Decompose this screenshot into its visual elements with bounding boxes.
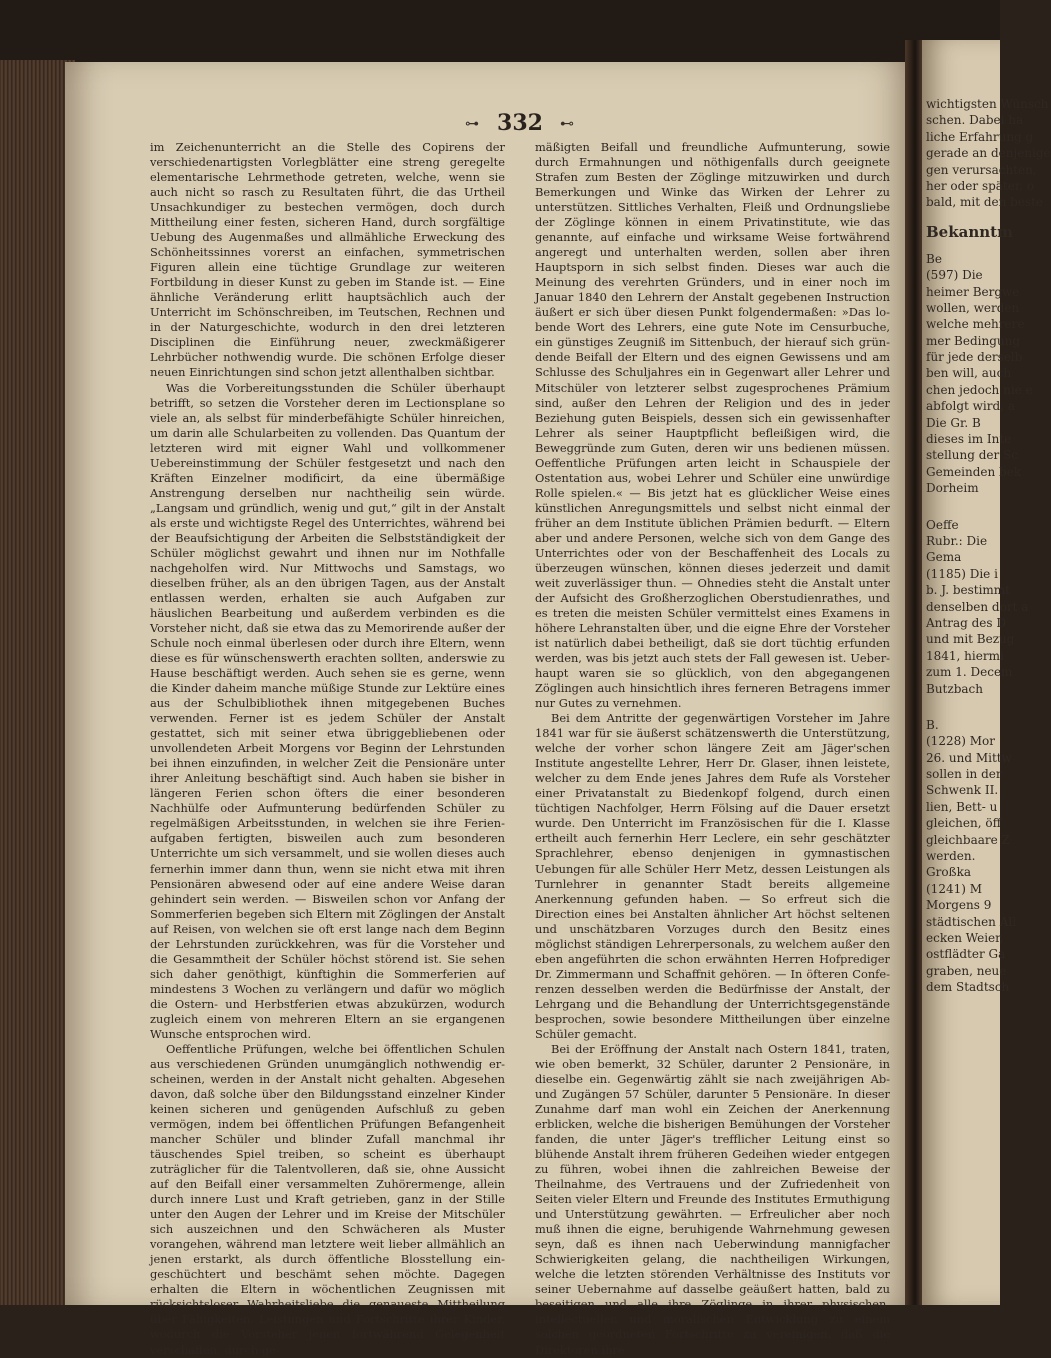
- fragment-line: graben, neue: [926, 963, 1007, 978]
- fragment-line: wichtigsten Wünsch: [926, 97, 1049, 111]
- fragment-line: Die Gr. B: [926, 415, 981, 430]
- page-header: [150, 110, 890, 140]
- fragment-line: sollen in der: [926, 767, 1002, 782]
- paragraph: Oeffentliche Prüfungen, welche bei öffentlichen Schulen aus verschiedenen Gründen unumgänglich nothwendig erscheinen, werden in der Anstalt nicht gehalten. Abgesehen davon, daß solche über den Bildungsstand einzelner Kinder keinen sicheren und genügenden Aufschluß zu geben vermögen, indem bei öffentlichen Prüfungen Befangenheit mancher Schüler und blinder Zufall manchmal ihr täuschendes Spiel treiben, so scheint es überhaupt zuträglicher für die Talentvolleren, daß sie, ohne Aussicht auf den Beifall einer versammelten Zuhörermenge, allein durch innere Lust und Kraft getrieben, ganz in der Stille unter den Augen der Lehrer und im Kreise der Mitschüler sich auszeichnen und den Schwächeren als Muster vorangehen, während man letztere weit lieber allmählich an jenen erstarkt, als durch öffentliche Blosstellung eingeschüchtert und beschämt sehen möchte. Dagegen erhalten die Eltern in wöchentlichen Zeugnissen mit rücksichtsloser Wahrheitsliebe die genaueste Mittheilung über Fähigkeiten, Leistungen und Fortschritte ihrer Kinder, wodurch die Vorsteher jenen fortwährend Gelegenheit verschaffen, durch ge-: [150, 1041, 505, 1357]
- fragment-line: (1228) Mor: [926, 734, 995, 749]
- fragment-line: ecken Weier,: [926, 930, 1004, 945]
- left-text-column: [150, 140, 505, 1357]
- fragment-line: Butzbach: [926, 681, 983, 696]
- fragment-line: Be: [926, 251, 942, 266]
- paragraph: Was die Vorbereitungsstunden die Schüler überhaupt betrifft, so setzen die Vorsteher deren im Lectionsplane so viele an, als selbst für minderbefähigte Schüler hinreichen, um darin alle Schularbeiten zu vollenden. Das Quantum der letzteren wird mit eigner Wahl und vollkommener Uebereinstimmung der Schüler festgesetzt und nach den Kräften Einzelner modificirt, da eine übermäßige Anstrengung derselben nur nachtheilig sein würde. „Langsam und gründlich, wenig und gut,“ gilt in der Anstalt als erste und wichtigste Regel des Unterrichtes, während bei der Beaufsichtigung der Arbeiten die Selbstständigkeit der Schüler möglichst gewahrt und ihnen nur im Nothfalle nachgeholfen wird. Nur Mittwochs und Samstags, wo dieselben früher, als an den übrigen Tagen, aus der Anstalt entlassen werden, erhalten sie auch Aufgaben zur häuslichen Bearbeitung und außerdem verbinden es die Vorsteher nicht, daß sie etwa das zu Memorirende außer der Schule noch einmal überlesen oder durch ihre Eltern, wenn diese es für wünschenswerth erachten sollten, anderswie zu Hause beschäftigt werden. Auch sehen sie es gerne, wenn die Kinder daheim manche müßige Stunde zur Lektüre eines aus der Schulbibliothek ihnen mitgegebenen Buches verwenden. Ferner ist es jedem Schüler der Anstalt gestattet, sich mit seiner etwa übriggebliebenen oder unvollendeten Arbeit Morgens vor Beginn der Lehrstunden bei ihnen einzufinden, in welcher Zeit die Pensionäre unter ihrer Anleitung beschäftigt sind. Auch haben sie bisher in längeren Ferien schon öfters die einer besonderen Nachhülfe oder Aufmunterung bedürfenden Schüler zu regelmäßigen Arbeitsstunden, in welchen sie ihre Ferienaufgaben fertigten, bisweilen auch zum besonderen Unterrichte um sich versammelt, und sie wollen dieses auch fernerhin immer dann thun, wenn sie nicht etwa mit ihren Pensionären abwesend oder auf eine andere Weise daran gehindert sein werden. — Bisweilen schon vor Anfang der Sommerferien begeben sich Eltern mit Zöglingen der Anstalt auf Reisen, von welchen sie oft erst lange nach dem Beginn der Lehrstunden zurückkehren, was für die Vorsteher und die Gesammtheit der Schüler höchst störend ist. Sie sehen sich daher genöthigt, künftighin die Sommerferien auf mindestens 3 Wochen zu verlängern und dafür wo möglich die Ostern- und Herbstferien etwas abzukürzen, wodurch zugleich einem von mehreren Eltern an sie ergangenen Wunsche entsprochen wird.: [150, 380, 505, 1041]
- fragment-line: dem Stadtsch: [926, 980, 1010, 995]
- fragment-line: heimer Bergwe: [926, 284, 1020, 299]
- page-number: 332: [497, 110, 543, 136]
- fragment-line: bald, mit den beste: [926, 195, 1044, 210]
- paragraph: mäßigten Beifall und freundliche Aufmunterung, sowie durch Ermahnungen und nöthigenfalls durch geeignete Strafen zum Besten der Zöglinge mitzuwirken und durch Bemerkungen und Winke das Wirken der Lehrer zu unterstützen. Sittliches Verhalten, Fleiß und Ordnungsliebe der Zöglinge können in einem Privatinstitute, wie das genannte, auf einfache und wirksame Weise fortwährend angeregt und unterhalten werden, sollen aber ihren Hauptsporn in sich selbst finden. Dieses war auch die Meinung des verehrten Gründers, und in einer noch im Januar 1840 den Lehrern der Anstalt gegebenen Instruction äußert er sich über diesen Punkt folgendermaßen: »Das lobende Wort des Lehrers, eine gute Note im Censurbuche, ein günstiges Zeugniß im Sittenbuch, der hierauf sich gründende Beifall der Eltern und des eignen Gewissens und am Schlusse des Schuljahres ein in Gegenwart aller Lehrer und Mitschüler von letzterer selbst zugesprochenes Prämium sind, außer den Lehren der Religion und des in jeder Beziehung guten Beispiels, dessen sich ein gewissenhafter Lehrer als seiner Hauptpflicht befleißigen wird, die Beweggründe zum Guten, deren wir uns bedienen müssen. Oeffentliche Prüfungen arten leicht in Schauspiele der Ostentation aus, wobei Lehrer und Schüler eine unwürdige Rolle spielen.« — Bis jetzt hat es glücklicher Weise eines künstlichen Anregungsmittels und selbst nicht einmal der früher an dem Institute üblichen Prämien bedurft. — Eltern aber und andere Personen, welche sich von dem Gange des Unterrichtes oder von der Beschaffenheit des Locals zu überzeugen wünschen, können dieses jederzeit und damit weit zuverlässiger thun. — Ohnedies steht die Anstalt unter der Aufsicht des Großherzoglichen Oberstudienrathes, und es treten die meisten Schüler vermittelst eines Examens in höhere Lehranstalten über, und die eigne Ehre der Vorsteher ist natürlich dabei betheiligt, daß sie dort tüchtig erfunden werden, was bis jetzt auch stets der Fall gewesen ist. Ueberhaupt waren sie so glücklich, von den abgegangenen Zöglingen auch hinsichtlich ihres ferneren Betragens immer nur Gutes zu vernehmen.: [535, 140, 890, 711]
- fragment-line: stellung der Sc: [926, 448, 1018, 463]
- next-page-text: [926, 96, 1051, 996]
- fragment-line: gerade an denjenige: [926, 146, 1051, 161]
- fragment-line: und mit Bezug: [926, 632, 1015, 647]
- fragment-line: ben will, auch: [926, 366, 1012, 381]
- fragment-spacer: [926, 697, 1000, 717]
- book-page-edges: [0, 60, 75, 1305]
- background-top: [0, 0, 1000, 70]
- fragment-line: Gema: [926, 550, 962, 565]
- fragment-line: B.: [926, 717, 939, 732]
- right-text-column: [535, 140, 890, 1357]
- fragment-line: b. J. bestimmt: [926, 583, 1010, 598]
- next-page-fragment: [922, 40, 1051, 1305]
- fragment-line: denselben dort a: [926, 599, 1029, 614]
- fragment-line: wollen, werden: [926, 300, 1020, 315]
- fragment-line: chen jedoch nie e: [926, 382, 1033, 397]
- fragment-line: (597) Die: [926, 268, 983, 283]
- ornament-right: ⊷: [559, 116, 575, 132]
- fragment-line: ostflädter Ga: [926, 947, 1006, 962]
- fragment-line: Rubr.: Die: [926, 533, 988, 548]
- fragment-line: werden.: [926, 849, 976, 864]
- fragment-line: dieses im Inte: [926, 432, 1012, 447]
- fragment-line: (1241) M: [926, 881, 983, 896]
- fragment-line: welche mehrere: [926, 317, 1025, 332]
- fragment-line: mer Bedingung: [926, 333, 1021, 348]
- fragment-line: gleichbaare Z: [926, 832, 1010, 847]
- fragment-line: zum 1. Decem: [926, 665, 1013, 680]
- fragment-line: städtischen All: [926, 914, 1017, 929]
- fragment-line: 26. und Mittw: [926, 750, 1012, 765]
- paragraph: im Zeichenunterricht an die Stelle des Copirens der verschiedenartigsten Vorlegblätter eine streng geregelte elementarische Lehrmethode getreten, welche, wenn sie auch nicht so rasch zu Resultaten führt, die das Urtheil Unsachkundiger zu bestechen vermögen, doch durch Mittheilung einer festen, sicheren Hand, durch sorgfältige Uebung des Augenmaßes und allmähliche Erweckung des Schönheitssinnes vorerst an einfachen, symmetrischen Figuren allein eine tüchtige Grundlage zur weiteren Fortbildung in dieser Kunst zu geben im Stande ist. — Eine ähnliche Veränderung erlitt hauptsächlich auch der Unterricht im Schönschreiben, im Teutschen, Rechnen und in der Naturgeschichte, wodurch in den drei letzteren Disciplinen die Einführung neuer, zweckmäßigerer Lehrbücher nothwendig wurde. Die schönen Erfolge dieser neuen Einrichtungen sind schon jetzt allenthalben sichtbar.: [150, 140, 505, 380]
- fragment-line: Antrag des D: [926, 615, 1006, 630]
- fragment-line: Großka: [926, 865, 971, 880]
- fragment-line: her oder später, o: [926, 178, 1035, 193]
- fragment-line: für jede derselb: [926, 350, 1023, 365]
- fragment-line: lien, Bett- u: [926, 799, 998, 814]
- fragment-line: gen verursachten,: [926, 162, 1037, 177]
- fragment-line: Dorheim: [926, 481, 979, 496]
- fragment-line: Schwenk II.: [926, 783, 999, 798]
- fragment-heading: Bekanntm: [926, 222, 1013, 241]
- fragment-line: Gemeinden bek: [926, 464, 1022, 479]
- fragment-spacer: [926, 497, 1000, 517]
- fragment-line: gleichen, öff: [926, 816, 1002, 831]
- fragment-line: liche Erfahrung g: [926, 129, 1034, 144]
- fragment-line: Oeffe: [926, 517, 959, 532]
- paragraph: Bei dem Antritte der gegenwärtigen Vorsteher im Jahre 1841 war für sie äußerst schätzenswerth die Unterstützung, welche der vorher schon längere Zeit am Jäger'schen Institute angestellte Lehrer, Herr Dr. Glaser, ihnen leistete, welcher zu dem Ende jenes Jahres dem Rufe als Vorsteher einer Privatanstalt zu Biedenkopf folgend, durch einen tüchtigen Nachfolger, Herrn Fölsing auf die Dauer ersetzt wurde. Den Unterricht im Französischen für die I. Klasse ertheilt auch fernerhin Herr Leclere, ein sehr geschätzter Sprachlehrer, ebenso denjenigen in gymnastischen Uebungen für alle Schüler Herr Metz, dessen Leistungen als Turnlehrer in genannter Stadt bereits allgemeine Anerkennung gefunden haben. — So erfreut sich die Direction eines bei Anstalten ähnlicher Art höchst seltenen und unschätzbaren Vorzuges durch den Besitz eines möglichst ständigen Lehrerpersonals, zu welchem außer den eben angeführten die schon erwähnten Herren Hofprediger Dr. Zimmermann und Schaffnit gehören. — In öfteren Conferenzen desselben werden die Bedürfnisse der Anstalt, der Lehrgang und die Behandlung der Unterrichtsgegenstände besprochen, sowie besondere Mittheilungen über einzelne Schüler gemacht.: [535, 711, 890, 1041]
- fragment-line: abfolgt wird, a: [926, 399, 1015, 414]
- ornament-left: ⊶: [465, 116, 481, 132]
- fragment-line: Morgens 9: [926, 898, 992, 913]
- paragraph: Bei der Eröffnung der Anstalt nach Ostern 1841, traten, wie oben bemerkt, 32 Schüler, darunter 2 Pensionäre, in dieselbe ein. Gegenwärtig zählt sie nach zweijährigen Ab- und Zugängen 57 Schüler, darunter 5 Pensionäre. In dieser Zunahme darf man wohl ein Zeichen der Anerkennung erblicken, welche die bisherigen Bemühungen der Vorsteher fanden, die unter Jäger's trefflicher Leitung einst so blühende Anstalt ihrem früheren Gedeihen wieder entgegen zu führen, wobei ihnen die zahlreichen Beweise der Theilnahme, des Vertrauens und der Zufriedenheit von Seiten vieler Eltern und Freunde des Institutes Ermuthigung und Unterstützung gewährten. — Erfreulicher aber noch muß ihnen die eigne, beruhigende Wahrnehmung gewesen seyn, daß es ihnen nach Ueberwindung mannigfacher Schwierigkeiten gelang, die nachtheiligen Wirkungen, welche die letzten störenden Verhältnisse des Instituts vor seiner Uebernahme auf dasselbe geäußert hatten, bald zu beseitigen und alle ihre Zöglinge in ihrer physischen, intellectuellen und moralischen Entwicklung zu einem solchen geordneten Fortschritte zu vereinigen, daß die Direktoren ihre: [535, 1041, 890, 1357]
- fragment-line: 1841, hiermi: [926, 648, 1004, 663]
- fragment-line: schen. Dabei ha: [926, 113, 1024, 128]
- fragment-line: (1185) Die i: [926, 566, 998, 581]
